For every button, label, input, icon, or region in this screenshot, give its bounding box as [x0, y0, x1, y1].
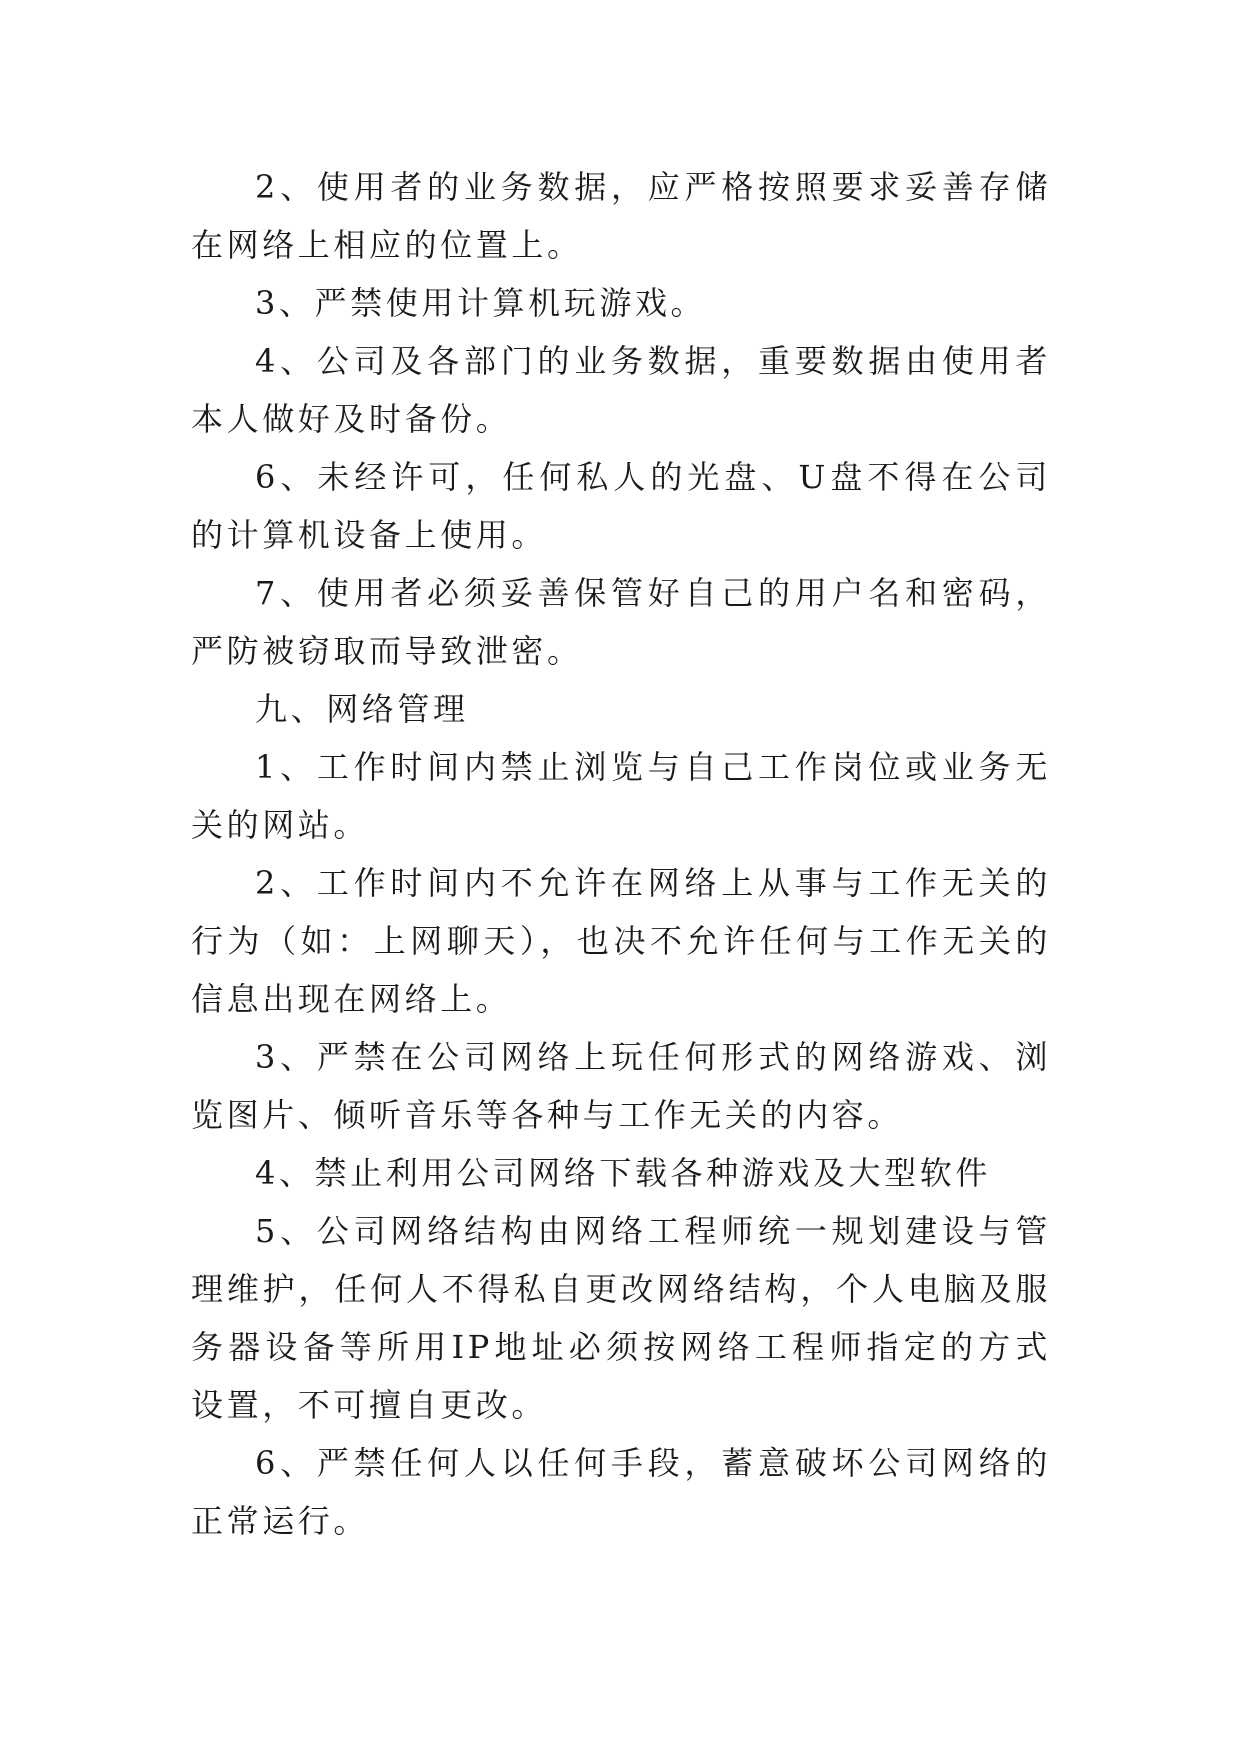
paragraph-data-backup: 4、公司及各部门的业务数据，重要数据由使用者本人做好及时备份。: [191, 342, 1051, 438]
paragraph-no-sabotage: 6、严禁任何人以任何手段，蓄意破坏公司网络的正常运行。: [191, 1444, 1051, 1540]
paragraph-no-network-games: 3、严禁在公司网络上玩任何形式的网络游戏、浏览图片、倾听音乐等各种与工作无关的内容。: [191, 1038, 1051, 1134]
paragraph-browsing-restriction: 1、工作时间内禁止浏览与自己工作岗位或业务无关的网站。: [191, 748, 1051, 844]
paragraph-removable-media: 6、未经许可，任何私人的光盘、U盘不得在公司的计算机设备上使用。: [191, 458, 1051, 554]
document-body: [191, 158, 1051, 1550]
section-heading-network-management: 九、网络管理: [255, 690, 469, 728]
paragraph-no-games: 3、严禁使用计算机玩游戏。: [255, 284, 707, 322]
paragraph-network-structure: 5、公司网络结构由网络工程师统一规划建设与管理维护，任何人不得私自更改网络结构，个人电脑及服务器设备等所用IP地址必须按网络工程师指定的方式设置，不可擅自更改。: [191, 1212, 1051, 1424]
paragraph-data-storage: 2、使用者的业务数据，应严格按照要求妥善存储在网络上相应的位置上。: [191, 168, 1051, 264]
paragraph-unrelated-activity: 2、工作时间内不允许在网络上从事与工作无关的行为（如：上网聊天），也决不允许任何与工作无关的信息出现在网络上。: [191, 864, 1051, 1018]
paragraph-password-safety: 7、使用者必须妥善保管好自己的用户名和密码，严防被窃取而导致泄密。: [191, 574, 1051, 670]
paragraph-no-downloads: 4、禁止利用公司网络下载各种游戏及大型软件: [255, 1154, 991, 1192]
